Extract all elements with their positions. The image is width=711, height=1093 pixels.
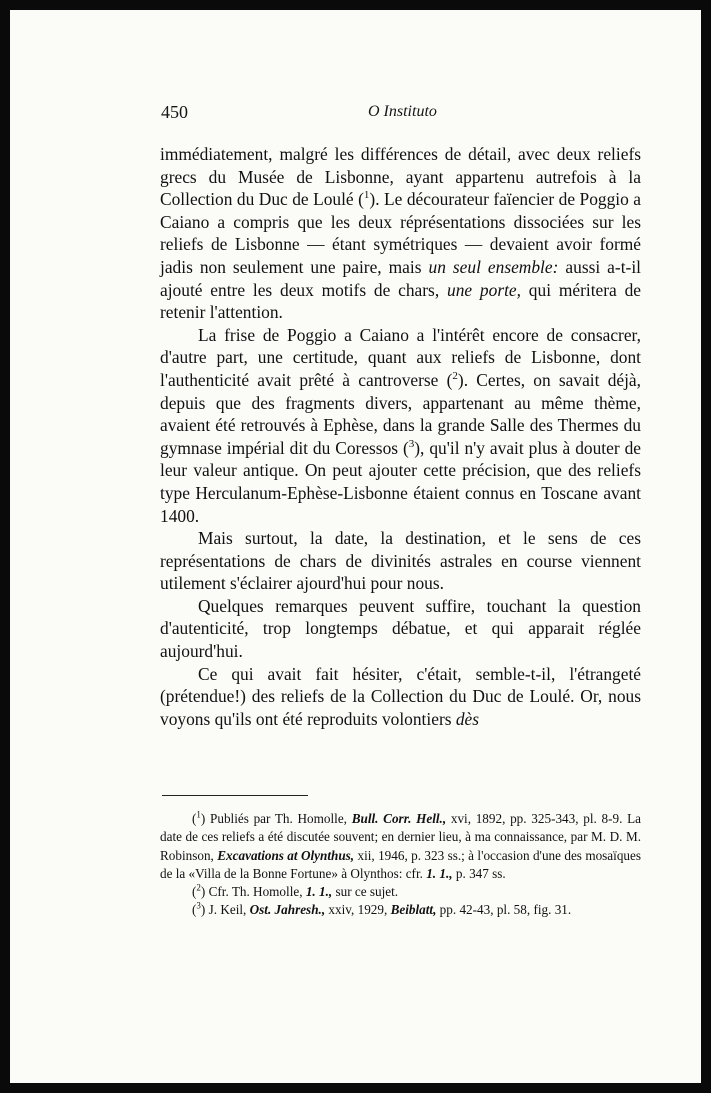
text-run: xvi, 1892, pp. 325-343, pl. 8-9. La date de ces reliefs a été discutée souvent; en dernier lieu, à ma connaissance, par M. D. M. Robinson,: [160, 811, 642, 863]
citation: 1. 1.,: [426, 865, 453, 881]
text-run: ). Le décourateur faïencier de Poggio a Caiano a compris que les deux réprésentations dissociées sur les reliefs de Lisbonne — étant symétriques — devaient avoir formé jadis non seulement une paire, mais: [160, 189, 642, 277]
text-run: La frise de Poggio a Caiano a l'intérêt encore de consacrer, d'autre part, une certitude, quant aux reliefs de Lisbonne, dont l'authenticité avait prêté à cantroverse (: [160, 324, 641, 390]
citation: 1. 1.,: [305, 884, 333, 900]
emphasis: un seul ensemble:: [428, 256, 559, 277]
text-run: sur ce sujet.: [332, 884, 399, 900]
footnote-mark: 3: [196, 901, 201, 912]
emphasis: une porte,: [447, 279, 521, 300]
paragraph-4: Quelques remarques peuvent suffire, touchant la question d'autenticité, trop longtemps débatue, et qui apparait réglée aujourd'hui.: [160, 595, 641, 662]
paragraph-5: [160, 663, 641, 731]
paragraph-2: [160, 324, 641, 527]
citation: Bull. Corr. Hell.,: [351, 811, 447, 826]
footnote-3: ($^3$) J. Keil, Ost. Jahresh., xxiv, 1929, Beiblatt, pp. 42-43, pl. 58, fig. 31.: [192, 901, 572, 918]
text-run: Cfr. Th. Homolle,: [205, 884, 306, 900]
text-run: J. Keil,: [205, 902, 250, 918]
paragraph-1: [160, 143, 641, 324]
footnote-mark: 2: [196, 882, 201, 893]
footnote-1: ($^1$) Publiés par Th. Homolle, Bull. Corr. Hell., xvi, 1892, pp. 325-343, pl. 8-9. La date de ces reliefs a été discutée souvent; en dernier lieu, à ma connaissance, par M. D. M. Robinson, Excavations at Olynthus, xii, 1946, p. 323 ss.; à l'occasion d'une des mosaïques de la «Villa de la Bonne Fortune» à Olynthos: cfr. 1. 1., p. 347 ss.: [160, 809, 642, 881]
footnote-separator: [162, 795, 308, 796]
footnote-ref-3: 3: [408, 437, 415, 450]
book-page: [10, 10, 701, 1083]
text-run: immédiatement, malgré les différences de détail, avec deux reliefs grecs du Musée de Lisbonne, ayant appartenu autrefois à la Collection du Duc de Loulé (: [160, 144, 641, 210]
text-run: xxiv, 1929,: [325, 902, 391, 918]
page-number: 450: [161, 102, 188, 122]
text-run: Ce qui avait fait hésiter, c'était, semble-t-il, l'étrangeté (prétendue!) des reliefs de la Collection du Duc de Loulé. Or, nous voyons qu'ils ont été reproduits volontiers: [160, 663, 641, 729]
text-run: Publiés par Th. Homolle,: [205, 811, 352, 826]
text-run: xii, 1946, p. 323 ss.; à l'occasion d'une des mosaïques de la «Villa de la Bonne Fortune» à Olynthos: cfr.: [160, 847, 641, 881]
citation: Beiblatt,: [390, 902, 437, 918]
text-run: ). Certes, on savait déjà, depuis que des fragments divers, appartenant au même thème, avaient été retrouvés à Ephèse, dans la grande Salle des Thermes du gymnase impérial dit du Coressos (: [160, 369, 642, 458]
paragraph-3: Mais surtout, la date, la destination, et le sens de ces représentations de chars de divinités astrales en course viennent utilement s'éclairer ajourd'hui pour nous.: [160, 528, 641, 594]
footnotes: [160, 810, 641, 920]
text-run: ), qu'il n'y avait plus à douter de leur valeur antique. On peut ajouter cette précision, que des reliefs type Herculanum-Ephèse-Lisbonne étaient connus en Toscane avant 1400.: [160, 437, 641, 526]
text-run: pp. 42-43, pl. 58, fig. 31.: [436, 902, 572, 918]
text-run: p. 347 ss.: [452, 865, 506, 881]
citation: Ost. Jahresh.,: [249, 902, 326, 918]
citation: Excavations at Olynthus,: [217, 847, 355, 863]
journal-title: O Instituto: [368, 103, 437, 120]
text-run: aussi a-t-il ajouté entre les deux motifs de chars,: [160, 256, 641, 300]
body-text: [160, 143, 641, 730]
text-run: qui méritera de retenir l'attention.: [160, 279, 642, 323]
footnote-ref-2: 2: [452, 370, 458, 383]
emphasis: dès: [455, 708, 480, 729]
footnote-2: ($^2$) Cfr. Th. Homolle, 1. 1., sur ce sujet.: [192, 882, 399, 900]
footnote-mark: 1: [196, 809, 201, 820]
footnote-ref-1: 1: [363, 189, 370, 202]
running-head: [161, 102, 656, 124]
